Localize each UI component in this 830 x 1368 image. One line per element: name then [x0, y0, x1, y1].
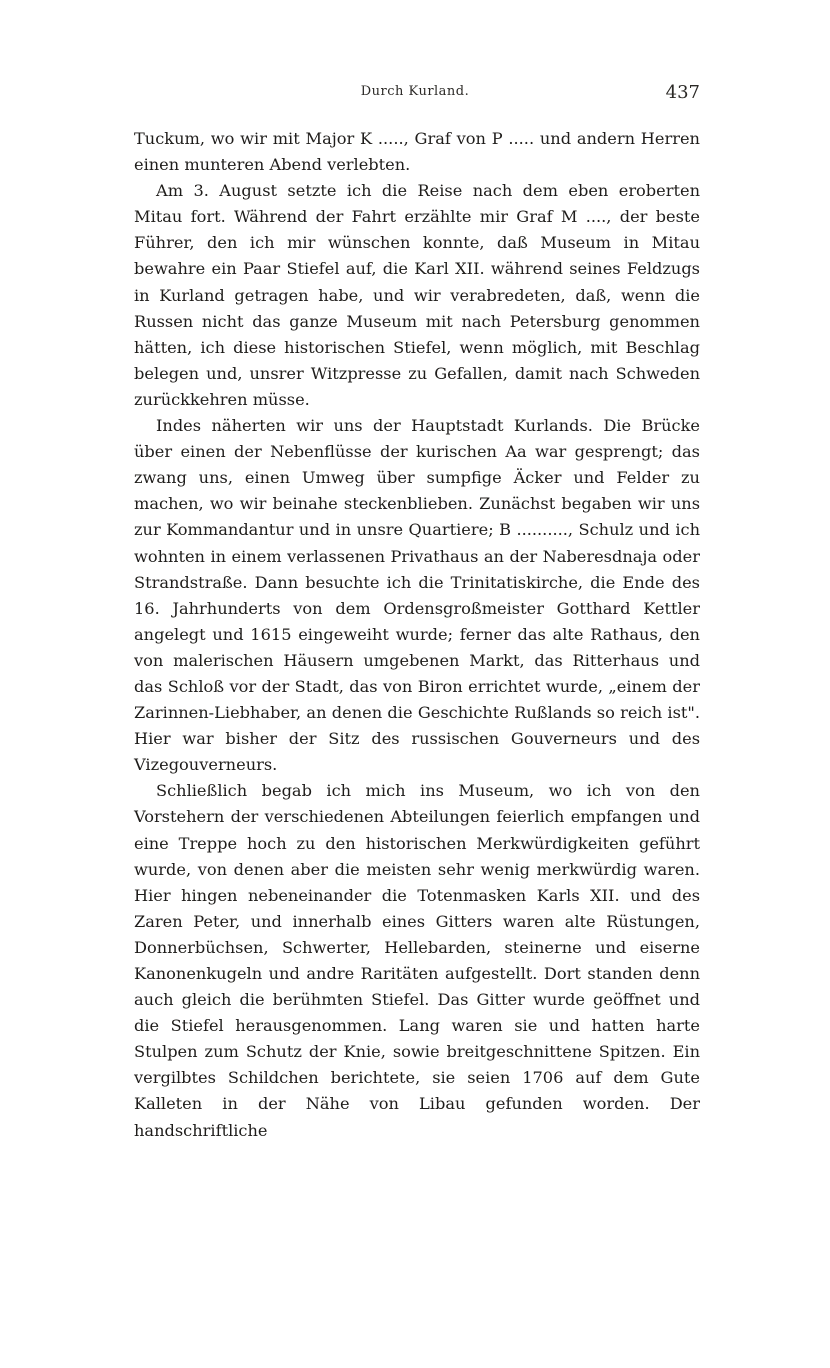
paragraph-3: Indes näherten wir uns der Hauptstadt Kurlands. Die Brücke über einen der Nebenflüsse der kurischen Aa war gesprengt; das zwang uns, einen Umweg über sumpfige Äcker und Felder zu machen, wo wir beinahe steckenblieben. Zunächst begaben wir uns zur Kommandantur und in unsre Quartiere; B .........., Schulz und ich wohnten in einem verlassenen Privathaus an der Naberesdnaja oder Strandstraße. Dann besuchte ich die Trinitatiskirche, die Ende des 16. Jahrhunderts von dem Ordensgroßmeister Gotthard Kettler angelegt und 1615 eingeweiht wurde; ferner das alte Rathaus, den von malerischen Häusern umgebenen Markt, das Ritterhaus und das Schloß vor der Stadt, das von Biron errichtet wurde, „einem der Zarinnen-Liebhaber, an denen die Geschichte Rußlands so reich ist". Hier war bisher der Sitz des russischen Gouverneurs und des Vizegouverneurs.	[134, 416, 700, 775]
running-head	[0, 84, 830, 110]
paragraph-2: Am 3. August setzte ich die Reise nach dem eben eroberten Mitau fort. Während der Fahrt erzählte mir Graf M ...., der beste Führer, den ich mir wünschen konnte, daß Museum in Mitau bewahre ein Paar Stiefel auf, die Karl XII. während seines Feldzugs in Kurland getragen habe, und wir verabredeten, daß, wenn die Russen nicht das ganze Museum mit nach Petersburg genommen hätten, ich diese historischen Stiefel, wenn möglich, mit Beschlag belegen und, unsrer Witzpresse zu Gefallen, damit nach Schweden zurückkehren müsse.	[134, 181, 700, 409]
running-title: Durch Kurland.	[360, 84, 470, 99]
page-number: 437	[665, 82, 700, 103]
body-text	[134, 126, 700, 1144]
paragraph-4: Schließlich begab ich mich ins Museum, wo ich von den Vorstehern der verschiedenen Abteilungen feierlich empfangen und eine Treppe hoch zu den historischen Merkwürdigkeiten geführt wurde, von denen aber die meisten sehr wenig merkwürdig waren. Hier hingen nebeneinander die Totenmasken Karls XII. und des Zaren Peter, und innerhalb eines Gitters waren alte Rüstungen, Donnerbüchsen, Schwerter, Hellebarden, steinerne und eiserne Kanonenkugeln und andre Raritäten aufgestellt. Dort standen denn auch gleich die berühmten Stiefel. Das Gitter wurde geöffnet und die Stiefel herausgenommen. Lang waren sie und hatten harte Stulpen zum Schutz der Knie, sowie breitgeschnittene Spitzen. Ein vergilbtes Schildchen berichtete, sie seien 1706 auf dem Gute Kalleten in der Nähe von Libau gefunden worden. Der handschriftliche	[134, 781, 700, 1140]
paragraph-1: Tuckum, wo wir mit Major K ....., Graf von P ..... und andern Herren einen munteren Abend verlebten.	[134, 129, 700, 175]
